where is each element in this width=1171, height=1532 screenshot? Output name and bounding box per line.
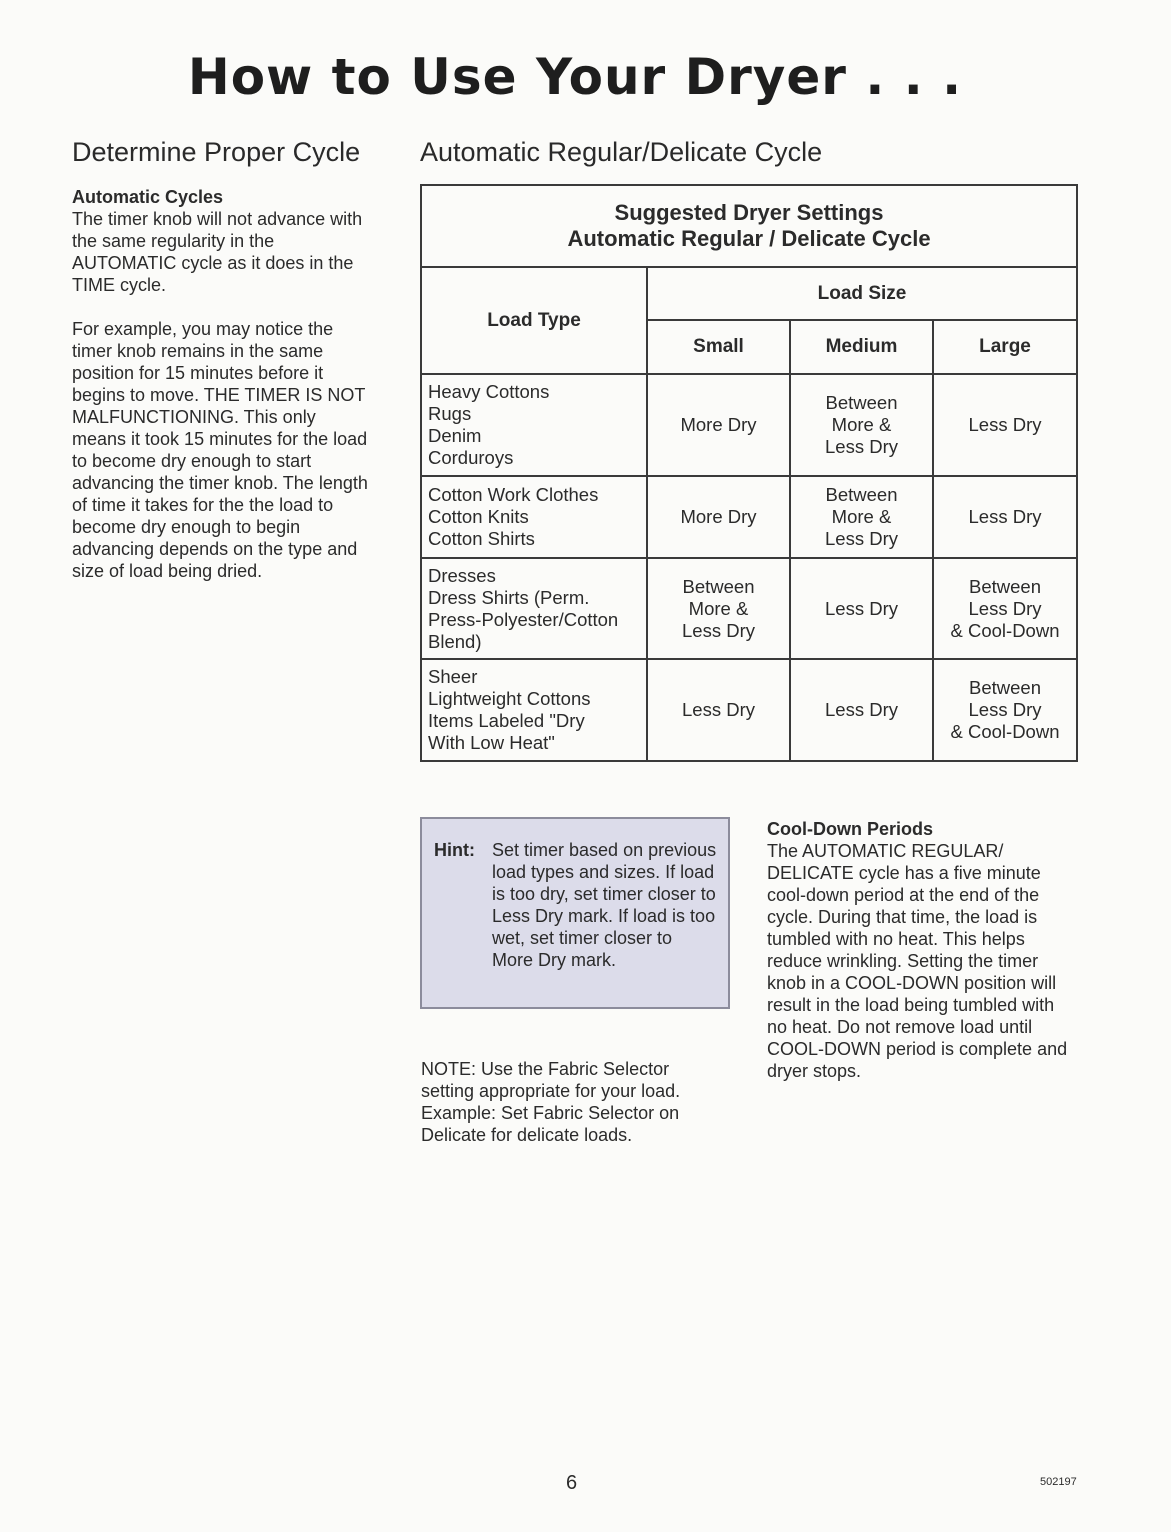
- dryer-settings-table: [420, 184, 1078, 762]
- setting-small: [647, 659, 790, 761]
- hint-label: Hint:: [434, 840, 475, 860]
- load-type-item: Denim: [428, 425, 482, 446]
- table-row: [421, 659, 1077, 761]
- table-title: [421, 185, 1077, 267]
- load-type-item: With Low Heat": [428, 732, 555, 753]
- section-heading-determine-cycle: Determine Proper Cycle: [72, 137, 361, 167]
- setting-large: [933, 476, 1077, 558]
- setting-line: More Dry: [680, 414, 757, 435]
- size-header-large: Large: [933, 320, 1077, 374]
- fabric-selector-note: NOTE: Use the Fabric Selector setting appropriate for your load. Example: Set Fabric Selector on Delicate for delicate loads.: [421, 1059, 681, 1145]
- setting-line: Between: [682, 575, 755, 597]
- load-type-item: Dress Shirts (Perm.: [428, 586, 590, 608]
- cooldown-text: The AUTOMATIC REGULAR/ DELICATE cycle has a five minute cool-down period at the end of the cycle. During that time, the load is tumbled with no heat. This helps reduce wrinkling. Setting the timer knob in a COOL-DOWN position will result in the load being tumbled with no heat. Do not remove load until COOL-DOWN period is complete and dryer stops.: [767, 841, 1068, 1081]
- table-header-row: [421, 267, 1077, 320]
- table-title-line2: Automatic Regular / Delicate Cycle: [567, 226, 931, 251]
- paragraph-timer-regularity: The timer knob will not advance with the same regularity in the AUTOMATIC cycle as it does in the TIME cycle.: [72, 209, 363, 295]
- setting-line: Less Dry: [825, 699, 898, 720]
- load-type-item: Sheer: [428, 666, 478, 687]
- cooldown-heading: Cool-Down Periods: [767, 819, 933, 839]
- cooldown-section: [767, 818, 1077, 1082]
- table-row: [421, 558, 1077, 659]
- setting-medium: [790, 476, 933, 558]
- left-column: [72, 136, 372, 582]
- size-header-small: Small: [647, 320, 790, 374]
- setting-line: More &: [831, 414, 892, 435]
- setting-line: Less Dry: [968, 506, 1042, 527]
- document-code: 502197: [1040, 1476, 1077, 1488]
- right-column: [420, 136, 1080, 168]
- load-type-item: Press-Polyester/Cotton: [428, 608, 619, 630]
- size-header-medium: Medium: [790, 320, 933, 374]
- setting-large: [933, 374, 1077, 476]
- load-type-cell: [421, 558, 647, 659]
- paragraph-example: For example, you may notice the timer knob remains in the same position for 15 minutes before it begins to move. THE TIMER IS NOT MALFUNCTIONING. This only means it took 15 minutes for the load to become dry enough to start advancing the timer knob. The length of time it takes for the the load to become dry enough to begin advancing depends on the type and size of load being dried.: [72, 319, 368, 581]
- setting-line: & Cool-Down: [950, 619, 1060, 641]
- setting-line: Less Dry: [682, 699, 755, 720]
- setting-medium: [790, 558, 933, 659]
- setting-line: Between: [825, 484, 898, 505]
- setting-line: Less Dry: [968, 414, 1042, 435]
- load-type-item: Cotton Shirts: [428, 528, 535, 549]
- section-heading-automatic-cycle: Automatic Regular/Delicate Cycle: [420, 137, 823, 167]
- load-type-item: Lightweight Cottons: [428, 688, 591, 709]
- load-type-cell: [421, 659, 647, 761]
- load-type-item: Cotton Work Clothes: [428, 484, 599, 505]
- page-number: 6: [566, 1472, 578, 1494]
- load-type-item: Cotton Knits: [428, 506, 529, 527]
- load-type-item: Dresses: [428, 564, 496, 586]
- setting-line: More Dry: [680, 506, 757, 527]
- setting-line: & Cool-Down: [950, 721, 1060, 742]
- setting-line: Less Dry: [968, 597, 1042, 619]
- setting-small: [647, 476, 790, 558]
- table-row: [421, 374, 1077, 476]
- setting-medium: [790, 374, 933, 476]
- setting-line: Less Dry: [825, 528, 898, 549]
- hint-text: Set timer based on previous load types and sizes. If load is too dry, set timer closer to Less Dry mark. If load is too wet, set timer closer to More Dry mark.: [492, 840, 717, 970]
- setting-small: [647, 558, 790, 659]
- setting-large: [933, 558, 1077, 659]
- setting-small: [647, 374, 790, 476]
- hint-box: [420, 817, 730, 1009]
- setting-line: Less Dry: [682, 619, 755, 641]
- load-type-item: Heavy Cottons: [428, 381, 550, 402]
- load-size-header: Load Size: [647, 267, 1077, 320]
- setting-line: Between: [969, 677, 1041, 698]
- load-type-item: Rugs: [428, 403, 472, 424]
- setting-large: [933, 659, 1077, 761]
- load-type-item: Blend): [428, 630, 482, 652]
- setting-line: Less Dry: [968, 699, 1042, 720]
- load-type-cell: [421, 476, 647, 558]
- setting-line: Less Dry: [825, 436, 898, 457]
- setting-medium: [790, 659, 933, 761]
- subheading-automatic-cycles: Automatic Cycles: [72, 187, 224, 207]
- setting-line: Between: [825, 392, 898, 413]
- table-row: [421, 476, 1077, 558]
- page-title: How to Use Your Dryer . . .: [187, 48, 963, 106]
- load-type-header: Load Type: [421, 267, 647, 374]
- load-type-cell: [421, 374, 647, 476]
- load-type-item: Corduroys: [428, 447, 514, 468]
- table-title-row: [421, 185, 1077, 267]
- setting-line: More &: [831, 506, 892, 527]
- load-type-item: Items Labeled "Dry: [428, 710, 585, 731]
- setting-line: More &: [688, 597, 749, 619]
- table-title-line1: Suggested Dryer Settings: [614, 200, 884, 225]
- setting-line: Less Dry: [825, 597, 898, 619]
- setting-line: Between: [969, 575, 1041, 597]
